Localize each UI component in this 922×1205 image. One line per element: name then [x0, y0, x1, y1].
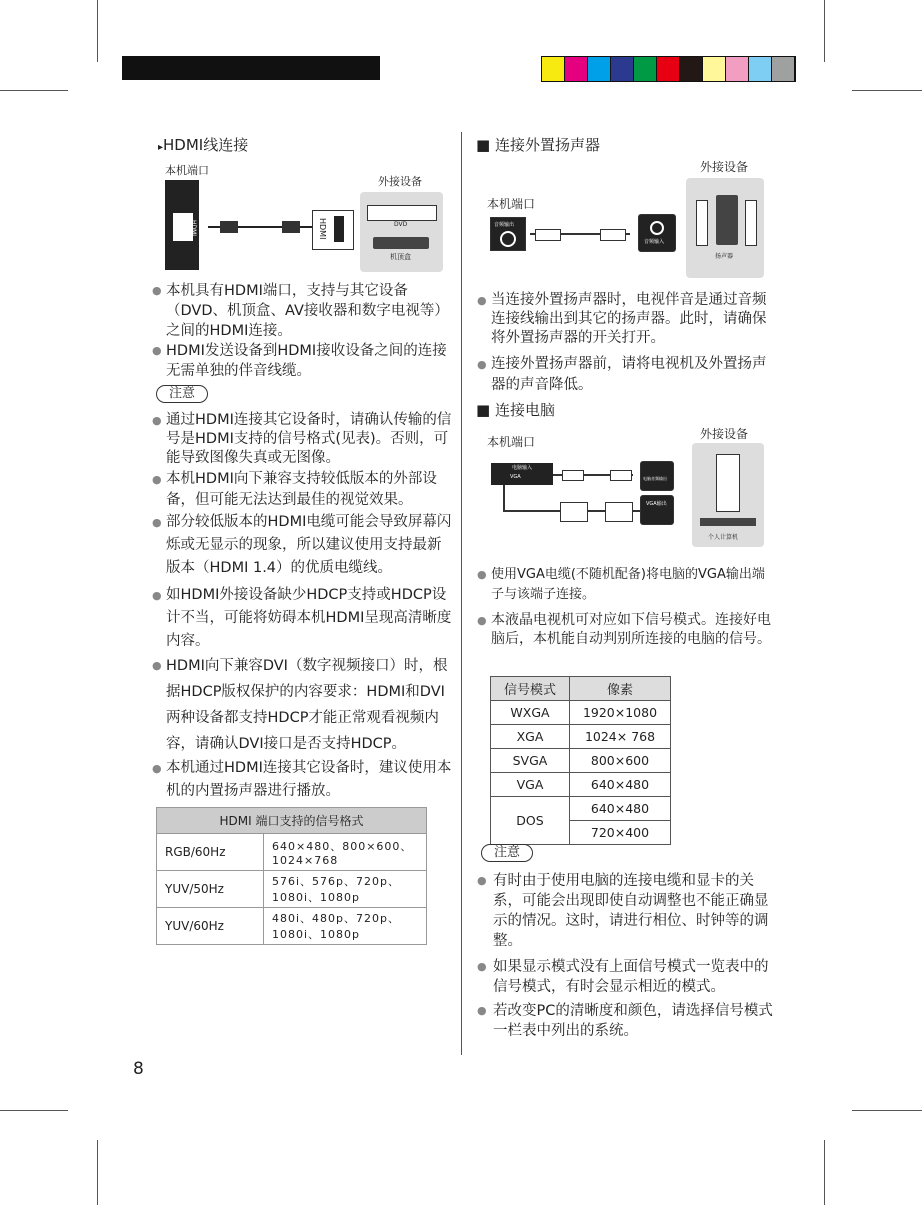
- hdmi-format-table: [156, 807, 427, 945]
- color-swatch: [703, 57, 726, 81]
- speaker-right: [745, 200, 757, 246]
- crop-mark: [0, 90, 68, 91]
- table-row: XGA 1024× 768: [491, 725, 671, 749]
- audio-in-jack: [650, 221, 664, 235]
- list-item: ● 使用VGA电缆(不随机配备)将电脑的VGA输出端子与该端子连接。: [477, 565, 777, 605]
- list-item: ● HDMI向下兼容DVI（数字视频接口）时，根据HDCP版权保护的内容要求：HDMI和DVI两种设备都支持HDCP才能正常观看视频内容，请确认DVI接口是否支持HDCP。: [152, 653, 454, 757]
- crop-mark: [852, 90, 922, 91]
- color-swatch: [565, 57, 588, 81]
- table-row: DOS 640×480: [491, 797, 671, 821]
- note-badge: 注意: [481, 844, 533, 862]
- table-row: YUV/60Hz 480i、480p、720p、1080i、1080p: [157, 908, 427, 945]
- hdmi-bullets: [152, 281, 452, 381]
- table-row: YUV/50Hz 576i、576p、720p、1080i、1080p: [157, 871, 427, 908]
- pc-audio-plug: [610, 470, 632, 481]
- audio-plug-left: [535, 229, 561, 241]
- vga-plug-right: [605, 502, 633, 522]
- crop-mark: [97, 0, 98, 62]
- signal-mode-table: [490, 676, 671, 845]
- color-swatch: [772, 57, 795, 81]
- square-icon: ■: [476, 136, 491, 154]
- stb-label: 机顶盒: [390, 253, 411, 261]
- hdmi-plug-right: [282, 221, 300, 233]
- crop-mark: [852, 1110, 922, 1111]
- table-row: SVGA 800×600: [491, 749, 671, 773]
- list-item: ● 通过HDMI连接其它设备时，请确认传输的信号是HDMI支持的信号格式(见表)。否则，可能导致图像失真或无图像。: [152, 411, 454, 468]
- audio-out-label: 音频输出: [494, 222, 515, 228]
- registration-bar: [122, 56, 380, 80]
- list-item: ● 连接外置扬声器前，请将电视机及外置扬声器的声音降低。: [477, 354, 777, 396]
- vga-cable: [503, 485, 505, 511]
- audio-out-jack: [500, 231, 516, 247]
- pc-tower-icon: [716, 454, 740, 512]
- ext-hdmi-label: HDMI: [318, 218, 327, 240]
- ext-hdmi-slot: [334, 216, 344, 242]
- color-swatch: [726, 57, 749, 81]
- table-row: RGB/60Hz 640×480、800×600、1024×768: [157, 834, 427, 871]
- list-item: ● 如果显示模式没有上面信号模式一览表中的信号模式，有时会显示相近的模式。: [477, 957, 773, 997]
- pc-label: 个人计算机: [708, 534, 739, 541]
- table-header: 像素: [570, 677, 671, 701]
- table-row: WXGA 1920×1080: [491, 701, 671, 725]
- page-number: 8: [133, 1059, 144, 1079]
- list-item: ● 部分较低版本的HDMI电缆可能会导致屏幕闪烁或无显示的现象，所以建议使用支持最新版本（HDMI 1.4）的优质电缆线。: [152, 511, 454, 580]
- speaker-left: [696, 200, 708, 246]
- hdmi-section-title: ▸HDMI线连接: [158, 136, 249, 154]
- local-port-label: 本机端口: [165, 164, 209, 177]
- crop-mark: [0, 1110, 68, 1111]
- crop-mark: [824, 1140, 825, 1205]
- table-title: HDMI 端口支持的信号格式: [157, 808, 427, 834]
- speaker-label: 扬声器: [715, 253, 734, 260]
- audio-plug-right: [600, 229, 626, 241]
- vga-plug-left: [560, 502, 588, 522]
- color-swatch: [588, 57, 611, 81]
- local-port-label: 本机端口: [487, 197, 536, 211]
- color-swatch: [657, 57, 680, 81]
- pc-audio-plug: [562, 470, 584, 481]
- vga-label: VGA: [510, 474, 521, 480]
- ext-device-label: 外接设备: [700, 160, 749, 174]
- pc-audio-in-label: 电脑输入: [512, 465, 533, 471]
- list-item: ● 本液晶电视机可对应如下信号模式。连接好电脑后，本机能自动判别所连接的电脑的信号。: [477, 611, 777, 649]
- table-row: VGA 640×480: [491, 773, 671, 797]
- list-item: ● 本机通过HDMI连接其它设备时，建议使用本机的内置扬声器进行播放。: [152, 757, 454, 803]
- color-swatch: [680, 57, 703, 81]
- speaker-bullets: [477, 291, 777, 396]
- crop-mark: [824, 0, 825, 62]
- set-top-box: [373, 237, 429, 249]
- pc-section-title: ■ 连接电脑: [476, 401, 555, 419]
- crop-mark: [97, 1140, 98, 1205]
- arrow-icon: ▸: [158, 142, 164, 153]
- color-swatch: [542, 57, 565, 81]
- ext-device-label: 外接设备: [700, 427, 749, 441]
- color-swatch: [749, 57, 772, 81]
- list-item: ● 如HDMI外接设备缺少HDCP支持或HDCP设计不当，可能将妨碍本机HDMI呈现高清晰度内容。: [152, 584, 454, 653]
- table-header: 信号模式: [491, 677, 570, 701]
- keyboard-icon: [700, 518, 756, 526]
- pc-audio-out-label: 电脑音频输出: [643, 476, 667, 481]
- pc-bullets: [477, 565, 777, 649]
- color-swatch: [634, 57, 657, 81]
- color-swatch: [611, 57, 634, 81]
- list-item: ● 本机具有HDMI端口，支持与其它设备（DVD、机顶盒、AV接收器和数字电视等）之间的HDMI连接。: [152, 281, 452, 341]
- hdmi-note-bullets: [152, 411, 454, 803]
- pc-note-bullets: [477, 871, 773, 1041]
- audio-in-label: 音频输入: [644, 239, 665, 245]
- ext-device-label: 外接设备: [378, 175, 422, 188]
- list-item: ● 本机HDMI向下兼容支持较低版本的外部设备，但可能无法达到最佳的视觉效果。: [152, 469, 454, 511]
- speaker-section-title: ■ 连接外置扬声器: [476, 136, 600, 154]
- pc-vga-out-label: VGA输出: [646, 501, 667, 507]
- table-row: 720×400: [491, 821, 671, 845]
- list-item: ● HDMI发送设备到HDMI接收设备之间的连接无需单独的伴音线缆。: [152, 341, 452, 381]
- hdmi-plug-left: [220, 221, 238, 233]
- dvd-label: DVD: [394, 221, 408, 228]
- local-port-label: 本机端口: [487, 435, 536, 449]
- color-calibration-bar: [541, 56, 796, 82]
- list-item: ● 若改变PC的清晰度和颜色，请选择信号模式一栏表中列出的系统。: [477, 1001, 773, 1041]
- column-divider: [461, 132, 462, 1055]
- list-item: ● 当连接外置扬声器时，电视伴音是通过音频连接线输出到其它的扬声器。此时，请确保将外置扬声器的开关打开。: [477, 291, 777, 348]
- note-badge: 注意: [156, 385, 208, 403]
- dvd-player: [367, 205, 437, 221]
- hdmi-port-tag: HDMI: [190, 220, 197, 237]
- square-icon: ■: [476, 401, 491, 419]
- speaker-icon: [716, 195, 738, 245]
- list-item: ● 有时由于使用电脑的连接电缆和显卡的关系，可能会出现即使自动调整也不能正确显示的情况。这时，请进行相位、时钟等的调整。: [477, 871, 773, 951]
